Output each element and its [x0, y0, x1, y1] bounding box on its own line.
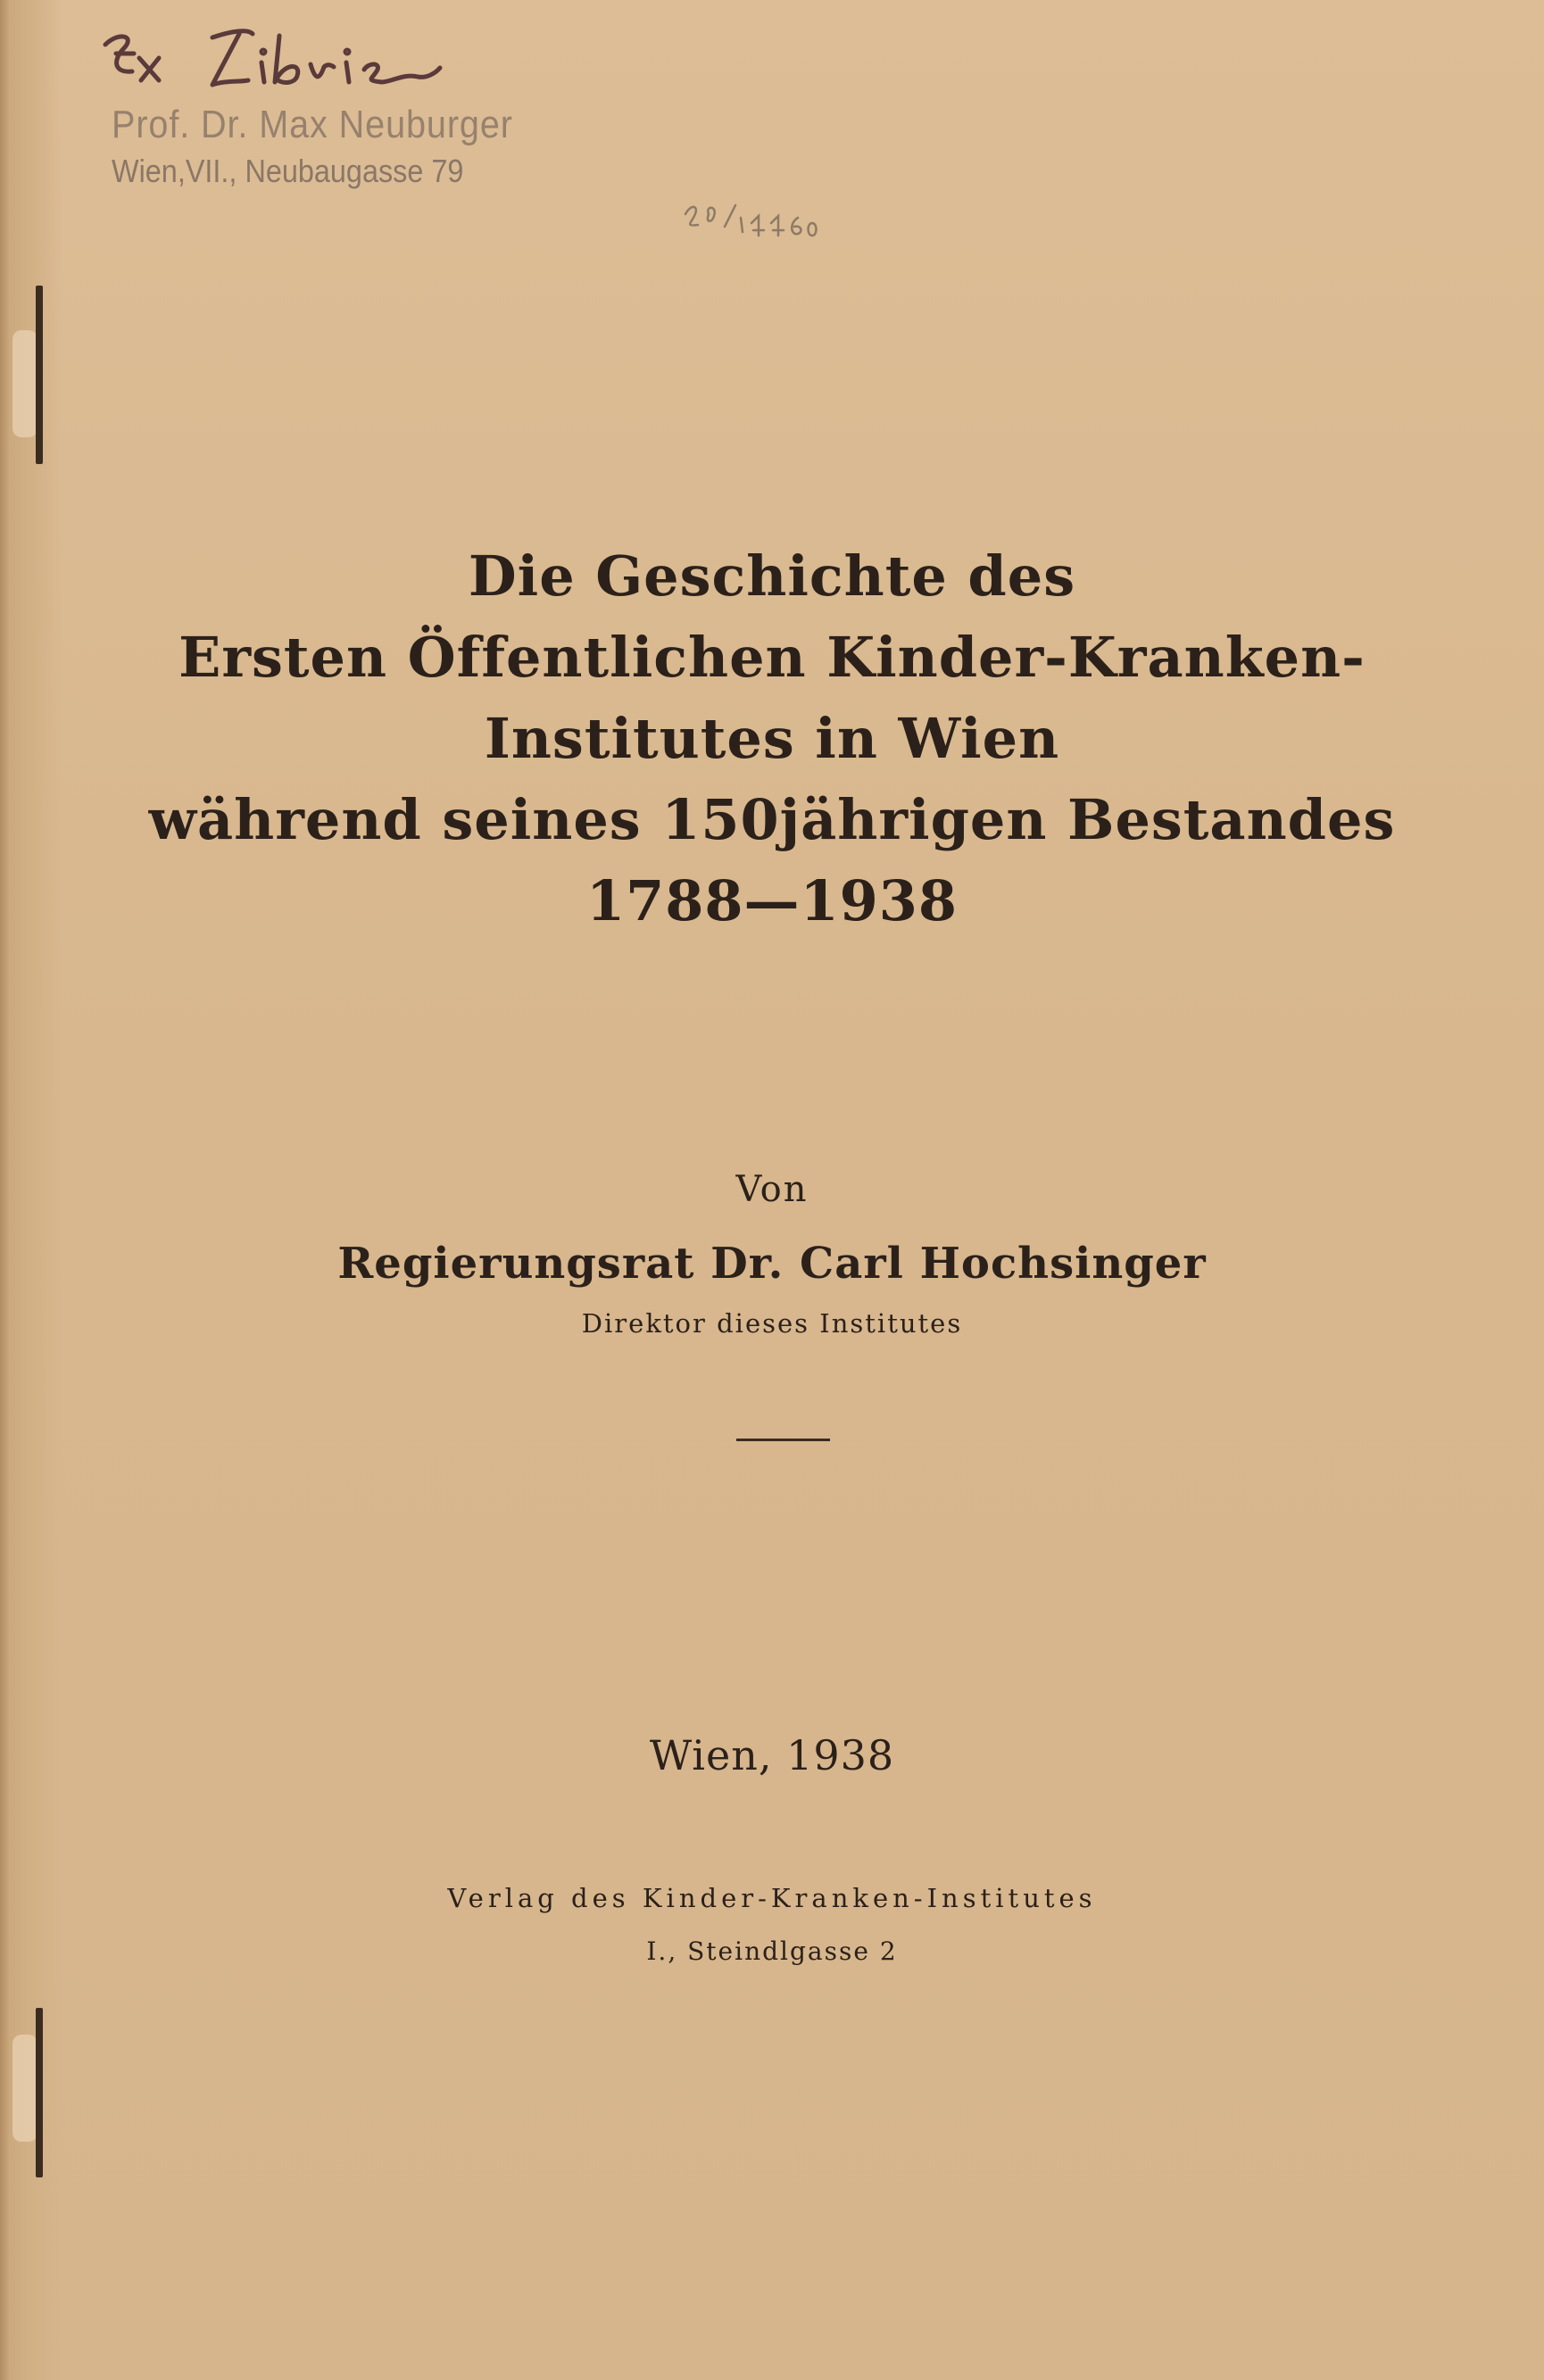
- divider-rule: [736, 1439, 830, 1441]
- title-line-4: während seines 150jährigen Bestandes: [148, 787, 1396, 852]
- title-line-2: Ersten Öffentlichen Kinder-Kranken-: [178, 625, 1366, 690]
- staple-bottom: [36, 2008, 43, 2177]
- von-label: Von: [735, 1169, 809, 1210]
- place-and-year: Wien, 1938: [649, 1731, 895, 1779]
- stamp-name: Prof. Dr. Max Neuburger: [112, 103, 513, 146]
- title-line-3: Institutes in Wien: [484, 706, 1060, 771]
- staple-top: [36, 286, 43, 464]
- staple-hole-top: [12, 330, 37, 437]
- title-line-5: 1788—1938: [585, 868, 959, 933]
- pencil-shelf-note: [678, 196, 839, 268]
- staple-hole-bottom: [12, 2035, 37, 2142]
- ex-libris-handwriting: [96, 18, 453, 107]
- publisher-address: I., Steindlgasse 2: [646, 1936, 898, 1966]
- publisher-line: Verlag des Kinder-Kranken-Institutes: [447, 1883, 1097, 1913]
- owner-stamp: [112, 105, 558, 187]
- stamp-address: Wien,VII., Neubaugasse 79: [112, 153, 464, 189]
- book-title: [0, 535, 1544, 941]
- title-line-1: Die Geschichte des: [468, 543, 1076, 609]
- author-role: Direktor dieses Institutes: [581, 1308, 963, 1339]
- author-name: Regierungsrat Dr. Carl Hochsinger: [337, 1239, 1207, 1289]
